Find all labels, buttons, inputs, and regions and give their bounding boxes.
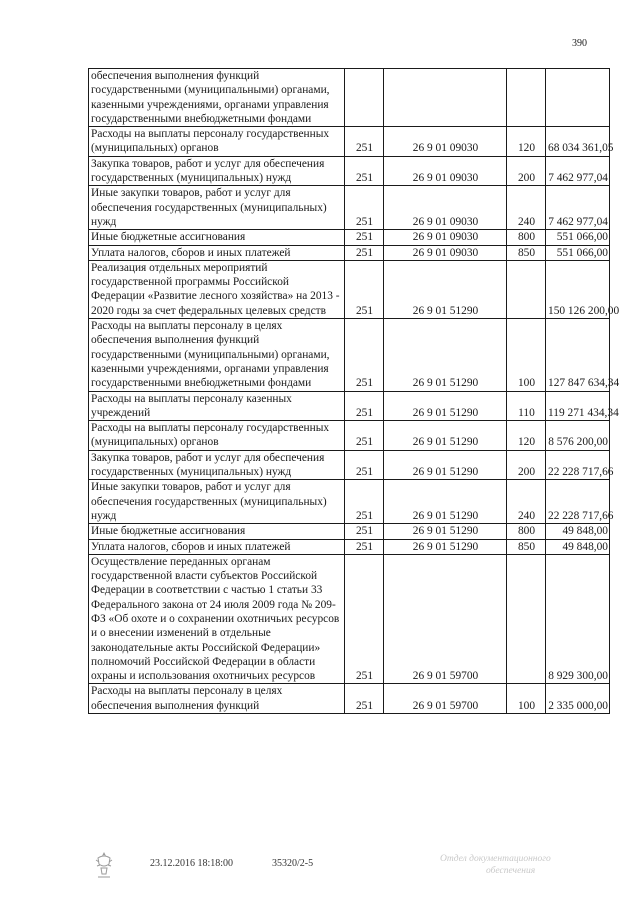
- row-admin-code: 251: [345, 450, 384, 480]
- row-description: Уплата налогов, сборов и иных платежей: [89, 539, 345, 554]
- row-description: Иные бюджетные ассигнования: [89, 524, 345, 539]
- row-description: Расходы на выплаты персоналу в целях обеспечения выполнения функций: [89, 684, 345, 714]
- row-expense-type: 800: [507, 230, 546, 245]
- row-amount: 49 848,00: [546, 539, 610, 554]
- row-admin-code: 251: [345, 260, 384, 318]
- table-row: [89, 554, 610, 684]
- row-admin-code: 251: [345, 186, 384, 230]
- row-description: Закупка товаров, работ и услуг для обеспечения государственных (муниципальных) нужд: [89, 450, 345, 480]
- row-admin-code: 251: [345, 421, 384, 451]
- row-expense-type: 800: [507, 524, 546, 539]
- row-expense-type: 120: [507, 421, 546, 451]
- table-row: [89, 186, 610, 230]
- row-admin-code: 251: [345, 156, 384, 186]
- row-expense-type: 120: [507, 127, 546, 157]
- row-expense-type: 850: [507, 245, 546, 260]
- row-description: обеспечения выполнения функций государственными (муниципальными) органами, казенными учреждениями, органами управления государственными внебюджетными фондами: [89, 69, 345, 127]
- row-description: Осуществление переданных органам государственной власти субъектов Российской Федерации в соответствии с частью 1 статьи 33 Федерального закона от 24 июля 2009 года № 209-ФЗ «Об охоте и о сохранении охотничьих ресурсов и о внесении изменений в отдельные законодательные акты Российской Федерации» полномочий Российской Федерации в области охраны и использования охотничьих ресурсов: [89, 554, 345, 684]
- row-amount: 8 576 200,00: [546, 421, 610, 451]
- row-description: Иные закупки товаров, работ и услуг для обеспечения государственных (муниципальных) нужд: [89, 186, 345, 230]
- row-amount: [546, 69, 610, 127]
- row-admin-code: 251: [345, 539, 384, 554]
- row-target-code: 26 9 01 51290: [384, 260, 507, 318]
- row-amount: 8 929 300,00: [546, 554, 610, 684]
- row-description: Расходы на выплаты персоналу казенных учреждений: [89, 391, 345, 421]
- row-expense-type: 850: [507, 539, 546, 554]
- table-row: [89, 421, 610, 451]
- table-row: [89, 127, 610, 157]
- row-target-code: 26 9 01 51290: [384, 391, 507, 421]
- row-target-code: 26 9 01 59700: [384, 554, 507, 684]
- row-expense-type: [507, 260, 546, 318]
- row-target-code: 26 9 01 09030: [384, 186, 507, 230]
- row-target-code: 26 9 01 09030: [384, 127, 507, 157]
- department-stamp: [440, 853, 600, 879]
- row-amount: 68 034 361,05: [546, 127, 610, 157]
- stamp-line-2: обеспечения: [486, 866, 536, 876]
- table-row: [89, 684, 610, 714]
- footer-date: 23.12.2016 18:18:00: [150, 858, 234, 869]
- row-description: Иные закупки товаров, работ и услуг для обеспечения государственных (муниципальных) нужд: [89, 480, 345, 524]
- row-target-code: 26 9 01 09030: [384, 230, 507, 245]
- table-row: [89, 539, 610, 554]
- stamp-line-1: Отдел документационного: [440, 854, 551, 864]
- row-amount: 119 271 434,34: [546, 391, 610, 421]
- table-row: [89, 480, 610, 524]
- row-admin-code: 251: [345, 554, 384, 684]
- row-target-code: 26 9 01 51290: [384, 524, 507, 539]
- row-amount: 551 066,00: [546, 230, 610, 245]
- row-target-code: 26 9 01 51290: [384, 450, 507, 480]
- row-admin-code: 251: [345, 230, 384, 245]
- row-admin-code: 251: [345, 524, 384, 539]
- row-description: Расходы на выплаты персоналу государственных (муниципальных) органов: [89, 421, 345, 451]
- row-admin-code: 251: [345, 127, 384, 157]
- row-description: Расходы на выплаты персоналу государственных (муниципальных) органов: [89, 127, 345, 157]
- row-amount: 7 462 977,04: [546, 156, 610, 186]
- row-target-code: 26 9 01 51290: [384, 539, 507, 554]
- row-description: Расходы на выплаты персоналу в целях обеспечения выполнения функций государственными (муниципальными) органами, казенными учреждениями, органами управления государственными внебюджетными фондами: [89, 319, 345, 391]
- row-expense-type: [507, 554, 546, 684]
- row-admin-code: 251: [345, 684, 384, 714]
- row-target-code: 26 9 01 09030: [384, 245, 507, 260]
- row-expense-type: 240: [507, 480, 546, 524]
- footer-doc-code: 35320/2-5: [272, 858, 314, 869]
- row-admin-code: 251: [345, 245, 384, 260]
- row-amount: 22 228 717,66: [546, 480, 610, 524]
- row-target-code: 26 9 01 59700: [384, 684, 507, 714]
- row-amount: 551 066,00: [546, 245, 610, 260]
- row-expense-type: 240: [507, 186, 546, 230]
- row-amount: 49 848,00: [546, 524, 610, 539]
- row-amount: 150 126 200,00: [546, 260, 610, 318]
- page-number: 390: [572, 38, 587, 49]
- table-row: [89, 156, 610, 186]
- budget-table: [88, 68, 620, 714]
- row-description: Закупка товаров, работ и услуг для обеспечения государственных (муниципальных) нужд: [89, 156, 345, 186]
- row-expense-type: 100: [507, 684, 546, 714]
- row-amount: 2 335 000,00: [546, 684, 610, 714]
- emblem-icon: [92, 850, 116, 880]
- row-description: Уплата налогов, сборов и иных платежей: [89, 245, 345, 260]
- row-description: Иные бюджетные ассигнования: [89, 230, 345, 245]
- row-amount: 127 847 634,34: [546, 319, 610, 391]
- row-admin-code: [345, 69, 384, 127]
- table-row: [89, 450, 610, 480]
- row-admin-code: 251: [345, 391, 384, 421]
- row-expense-type: 110: [507, 391, 546, 421]
- row-expense-type: 200: [507, 450, 546, 480]
- table-row: [89, 230, 610, 245]
- row-amount: 7 462 977,04: [546, 186, 610, 230]
- table-row: [89, 69, 610, 127]
- row-description: Реализация отдельных мероприятий государственной программы Российской Федерации «Развитие лесного хозяйства» на 2013 - 2020 годы за счет федеральных целевых средств: [89, 260, 345, 318]
- table-row: [89, 245, 610, 260]
- table-row: [89, 524, 610, 539]
- row-admin-code: 251: [345, 319, 384, 391]
- row-target-code: [384, 69, 507, 127]
- table-row: [89, 260, 610, 318]
- table-row: [89, 319, 610, 391]
- row-target-code: 26 9 01 51290: [384, 319, 507, 391]
- table-row: [89, 391, 610, 421]
- row-target-code: 26 9 01 09030: [384, 156, 507, 186]
- row-admin-code: 251: [345, 480, 384, 524]
- row-amount: 22 228 717,66: [546, 450, 610, 480]
- row-target-code: 26 9 01 51290: [384, 480, 507, 524]
- row-expense-type: 100: [507, 319, 546, 391]
- row-expense-type: 200: [507, 156, 546, 186]
- row-target-code: 26 9 01 51290: [384, 421, 507, 451]
- row-expense-type: [507, 69, 546, 127]
